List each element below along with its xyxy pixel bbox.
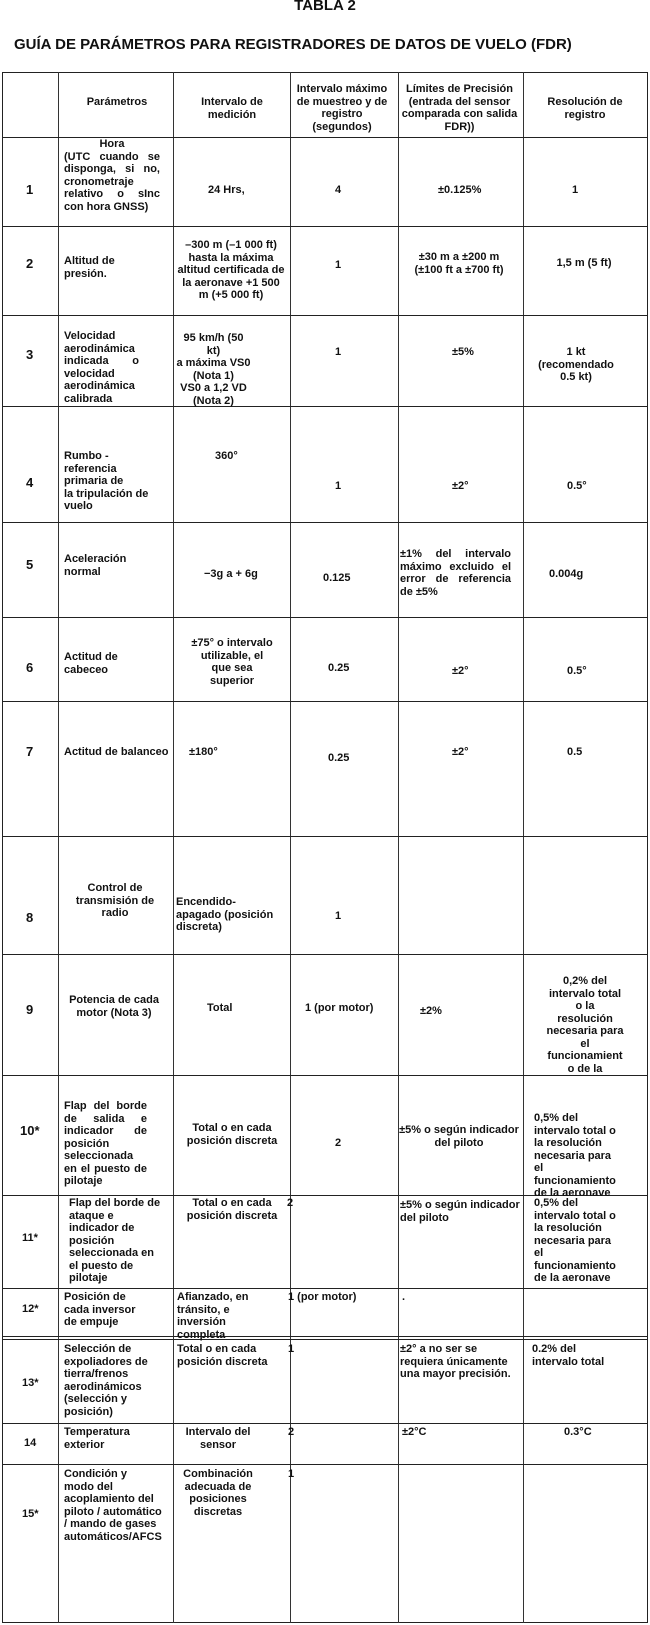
- row-parameter-line: Hora: [99, 138, 125, 150]
- row-number: 6: [26, 660, 34, 675]
- row-divider: [2, 1339, 648, 1340]
- row-divider: [2, 1423, 648, 1424]
- row-range: 360°: [215, 450, 238, 462]
- row-resolution: 0.5: [567, 746, 583, 758]
- row-number: 11*: [22, 1232, 38, 1244]
- row-range: Total o en cada posición discreta: [186, 1122, 278, 1147]
- column-divider: [290, 72, 291, 1623]
- row-range: Encendido- apagado (posición discreta): [176, 896, 274, 933]
- row-divider: [2, 315, 648, 316]
- row-parameter: Aceleración normal: [64, 553, 127, 578]
- row-accuracy: ±5% o según indicador del piloto: [399, 1124, 519, 1149]
- row-resolution: 0,2% del intervalo total o la resolución necesaria para el funcionamient o de la: [546, 975, 624, 1075]
- row-parameter: Velocidad aerodinámica indicada o velocidad aerodinámica calibrada: [64, 330, 139, 405]
- row-resolution: 1: [572, 184, 579, 196]
- column-divider: [58, 72, 59, 1623]
- row-parameter: Selección de expoliadores de tierra/frenos aerodinámicos (selección y posición): [64, 1343, 148, 1418]
- row-range: 24 Hrs,: [208, 184, 245, 196]
- row-number: 15*: [22, 1508, 39, 1520]
- row-sampling: 1: [335, 259, 342, 271]
- row-sampling: 2: [335, 1137, 342, 1149]
- row-divider: [2, 954, 648, 955]
- row-sampling: 1: [335, 910, 342, 922]
- row-divider: [2, 1464, 648, 1465]
- row-number: 10*: [20, 1123, 40, 1138]
- row-parameter: Altitud de presión.: [64, 255, 115, 280]
- row-sampling: 1: [335, 480, 342, 492]
- row-range: Intervalo del sensor: [185, 1426, 251, 1451]
- row-resolution: 0,5% del intervalo total o la resolución necesaria para el funcionamiento de la aeronave: [534, 1112, 616, 1199]
- header-sampling-interval: Intervalo máximo de muestreo y de registro (segundos): [296, 83, 388, 133]
- row-range: Combinación adecuada de posiciones discretas: [183, 1468, 253, 1518]
- row-resolution: 1 kt (recomendado 0.5 kt): [538, 346, 614, 383]
- row-divider: [2, 226, 648, 227]
- row-resolution: 0.5°: [567, 480, 587, 492]
- row-parameter: Actitud de cabeceo: [64, 651, 118, 676]
- row-resolution: 0.3°C: [564, 1426, 592, 1438]
- row-accuracy: ±2°: [452, 665, 469, 677]
- row-number: 2: [26, 256, 34, 271]
- header-resolution: Resolución de registro: [547, 96, 623, 121]
- row-range: 95 km/h (50 kt) a máxima VS0 (Nota 1) VS0 a 1,2 VD (Nota 2): [176, 332, 251, 407]
- row-parameter: Potencia de cada motor (Nota 3): [69, 994, 159, 1019]
- row-accuracy: ±2%: [420, 1005, 442, 1017]
- row-range: ±180°: [189, 746, 218, 758]
- row-accuracy: ±2°: [452, 480, 469, 492]
- row-range: ±75° o intervalo utilizable, el que sea superior: [191, 637, 273, 687]
- header-measurement-range: Intervalo de medición: [201, 96, 263, 121]
- header-parameters: Parámetros: [86, 96, 148, 108]
- row-range: Total o en cada posición discreta: [177, 1343, 268, 1368]
- row-range: −3g a + 6g: [204, 568, 258, 580]
- document-subtitle: GUÍA DE PARÁMETROS PARA REGISTRADORES DE DATOS DE VUELO (FDR): [14, 36, 572, 53]
- row-parameter: Actitud de balanceo: [64, 746, 169, 758]
- row-number: 5: [26, 557, 34, 572]
- row-accuracy: ±5%: [452, 346, 474, 358]
- row-divider: [2, 701, 648, 702]
- row-accuracy: ±1% del intervalo máximo excluido el error de referencia de ±5%: [400, 548, 511, 598]
- row-accuracy: ±2°C: [402, 1426, 427, 1438]
- row-resolution: 0.004g: [549, 568, 584, 580]
- row-sampling: 1 (por motor): [305, 1002, 374, 1014]
- row-range: Afianzado, en tránsito, e inversión completa: [177, 1291, 249, 1341]
- row-number: 13*: [22, 1377, 39, 1389]
- row-divider: [2, 617, 648, 618]
- row-parameter: Flap del borde de ataque e indicador de posición seleccionada en el puesto de pilotaje: [69, 1197, 161, 1284]
- row-number: 4: [26, 475, 34, 490]
- row-range: –300 m (–1 000 ft) hasta la máxima altitud certificada de la aeronave +1 500 m (+5 000 ft): [177, 239, 285, 301]
- row-parameter-text: (UTC cuando se disponga, si no, cronometraje relativo o sInc con hora GNSS): [64, 150, 160, 213]
- row-accuracy: ±5% o según indicador del piloto: [400, 1199, 520, 1224]
- row-sampling: 1 (por motor): [288, 1291, 357, 1303]
- row-accuracy: ±2° a no ser se requiera únicamente una mayor precisión.: [400, 1343, 511, 1380]
- row-parameter: Condición y modo del acoplamiento del piloto / automático / mando de gases automáticos/AFCS: [64, 1468, 162, 1543]
- row-parameter: Rumbo - referencia primaria de la tripulación de vuelo: [64, 450, 149, 512]
- document-title: TABLA 2: [294, 0, 356, 14]
- row-resolution: 0.5°: [567, 665, 587, 677]
- column-divider: [398, 72, 399, 1623]
- column-divider: [173, 72, 174, 1623]
- row-number: 7: [26, 744, 34, 759]
- row-parameter: Flap del borde de salida e indicador de posición seleccionada en el puesto de pilotaje: [64, 1100, 147, 1187]
- row-divider: [2, 522, 648, 523]
- row-range: Total: [207, 1002, 233, 1014]
- row-resolution: 1,5 m (5 ft): [556, 257, 612, 269]
- row-divider: [2, 1288, 648, 1289]
- row-number: 9: [26, 1002, 34, 1017]
- row-sampling: 2: [288, 1426, 295, 1438]
- row-range: Total o en cada posición discreta: [186, 1197, 278, 1222]
- row-sampling: 0.125: [323, 572, 351, 584]
- row-sampling: 2: [287, 1197, 294, 1209]
- row-number: 12*: [22, 1303, 39, 1315]
- row-parameter: Control de transmisión de radio: [75, 882, 155, 919]
- header-accuracy-limits: Límites de Precisión (entrada del sensor comparada con salida FDR)): [401, 83, 518, 133]
- row-accuracy: ±2°: [452, 746, 469, 758]
- row-divider: [2, 1075, 648, 1076]
- row-parameter: [64, 138, 160, 213]
- row-parameter: Posición de cada inversor de empuje: [64, 1291, 136, 1328]
- row-parameter: Temperatura exterior: [64, 1426, 130, 1451]
- row-number: 1: [26, 182, 34, 197]
- row-number: 3: [26, 347, 34, 362]
- row-sampling: 1: [335, 346, 342, 358]
- row-resolution: 0.2% del intervalo total: [532, 1343, 605, 1368]
- row-sampling: 0.25: [328, 752, 350, 764]
- row-divider: [2, 1336, 648, 1337]
- row-sampling: 1: [288, 1343, 295, 1355]
- row-sampling: 0.25: [328, 662, 350, 674]
- row-sampling: 1: [288, 1468, 295, 1480]
- row-accuracy: .: [402, 1291, 406, 1303]
- column-divider: [523, 72, 524, 1623]
- row-divider: [2, 406, 648, 407]
- row-divider: [2, 836, 648, 837]
- row-accuracy: ±0.125%: [438, 184, 482, 196]
- row-sampling: 4: [335, 184, 342, 196]
- row-resolution: 0,5% del intervalo total o la resolución necesaria para el funcionamiento de la aeronave: [534, 1197, 616, 1284]
- row-accuracy: ±30 m a ±200 m (±100 ft a ±700 ft): [414, 251, 504, 276]
- row-number: 8: [26, 910, 34, 925]
- row-number: 14: [24, 1437, 37, 1449]
